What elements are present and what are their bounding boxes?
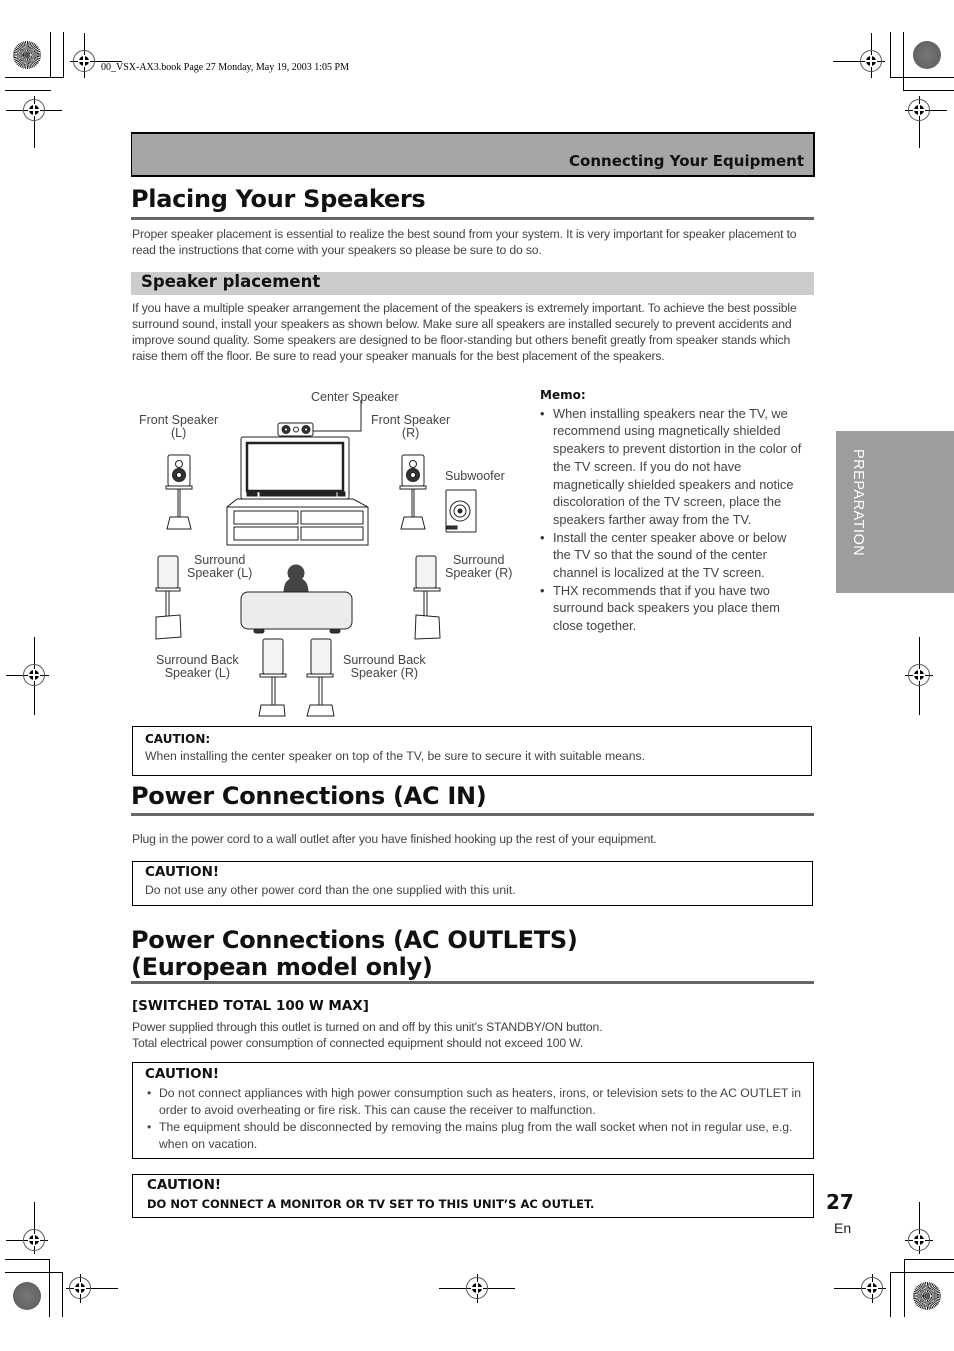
heading-placing-speakers: Placing Your Speakers — [131, 185, 426, 213]
section-header-title: Connecting Your Equipment — [569, 152, 804, 170]
label-center-speaker: Center Speaker — [311, 390, 399, 404]
label-surround-back-left: Surround Back Speaker (L) — [156, 653, 239, 680]
memo-box — [540, 387, 802, 635]
memo-item: • Install the center speaker above or below the TV so that the sound of the center channel is localized at the TV screen. — [540, 529, 802, 582]
subheading-speaker-placement: Speaker placement — [141, 272, 321, 291]
front-speaker-right-icon — [400, 455, 426, 529]
heading-rule — [131, 981, 814, 984]
heading-ac-outlets: Power Connections (AC OUTLETS) (European model only) — [131, 926, 578, 981]
subheading-band — [131, 272, 814, 295]
listener-icon — [284, 565, 308, 593]
ac-outlets-body: Power supplied through this outlet is turned on and off by this unit’s STANDBY/ON button. Total electrical power consumption of connected equipment should not exceed 100 W. — [132, 1020, 603, 1050]
caution-text: When installing the center speaker on top of the TV, be sure to secure it with suitable means. — [145, 749, 645, 763]
caution-item: • The equipment should be disconnected by removing the mains plug from the wall socket when not in regular use, e.g. when on vacation. — [145, 1119, 803, 1153]
caution-box-center-speaker — [132, 726, 812, 776]
heading-rule — [131, 217, 814, 220]
caution-title: CAUTION! — [147, 1177, 222, 1193]
caution-title: CAUTION! — [145, 1066, 220, 1082]
caution-box-appliances — [132, 1062, 814, 1159]
color-bar-disc-icon — [13, 41, 41, 69]
page-language: En — [834, 1220, 852, 1236]
memo-item: • THX recommends that if you have two surround back speakers you place them close together. — [540, 582, 802, 635]
sofa-icon — [241, 592, 352, 629]
heading-ac-in: Power Connections (AC IN) — [131, 782, 487, 810]
label-surround-right: Surround Speaker (R) — [445, 553, 513, 580]
section-header-band — [131, 132, 815, 177]
subwoofer-icon — [446, 490, 476, 532]
surround-back-speaker-left-icon — [259, 639, 286, 716]
caution-box-power-cord — [132, 861, 813, 906]
subheading-switched-total: [SWITCHED TOTAL 100 W MAX] — [132, 998, 369, 1014]
label-surround-back-right: Surround Back Speaker (R) — [343, 653, 426, 680]
page-number: 27 — [826, 1190, 854, 1214]
front-speaker-left-icon — [166, 455, 192, 529]
chapter-side-tab-label: PREPARATION — [850, 449, 866, 557]
caution-title: CAUTION! — [145, 864, 220, 880]
surround-speaker-left-icon — [156, 556, 181, 639]
caution-item: • Do not connect appliances with high power consumption such as heaters, irons, or television sets to the AC OUTLET in order to avoid overheating or fire risk. This can cause the receiver to malfunction. — [145, 1085, 803, 1119]
caution-text: DO NOT CONNECT A MONITOR OR TV SET TO THIS UNIT’S AC OUTLET. — [147, 1197, 595, 1211]
label-surround-left: Surround Speaker (L) — [187, 553, 253, 580]
label-front-right: Front Speaker (R) — [371, 413, 451, 440]
color-bar-disc-icon — [913, 1282, 941, 1310]
print-job-info: 00_VSX-AX3.book Page 27 Monday, May 19, 2003 1:05 PM — [101, 62, 349, 73]
caution-text: Do not use any other power cord than the one supplied with this unit. — [145, 883, 516, 897]
ac-in-body: Plug in the power cord to a wall outlet after you have finished hooking up the rest of your equipment. — [132, 832, 657, 846]
color-bar-disc-icon — [13, 1282, 41, 1310]
speaker-placement-body: If you have a multiple speaker arrangement the placement of the speakers is extremely important. To achieve the best possible surround sound, install your speakers as shown below. Make sure all speakers are installed securely to prevent accidents and improve sound quality. Some speakers are designed to be floor-standing but others benefit greatly from speaker stands which raise them off the floor. Be sure to read your speaker manuals for the best placement of the speakers. — [132, 301, 797, 363]
surround-back-speaker-right-icon — [307, 639, 334, 716]
color-bar-disc-icon — [913, 41, 941, 69]
label-subwoofer: Subwoofer — [445, 469, 505, 483]
caution-title: CAUTION: — [145, 732, 211, 746]
memo-item: • When installing speakers near the TV, we recommend using magnetically shielded speakers to prevent distortion in the color of the TV screen. If you do not have magnetically shielded speakers and notice discoloration of the TV screen, place the speakers farther away from the TV. — [540, 405, 802, 529]
memo-title: Memo: — [540, 388, 586, 402]
label-front-left: Front Speaker (L) — [139, 413, 219, 440]
placing-speakers-intro: Proper speaker placement is essential to realize the best sound from your system. It is very important for speaker placement to read the instructions that come with your speakers so please be sure to do so. — [132, 227, 797, 257]
heading-rule — [131, 813, 814, 816]
caution-box-monitor — [132, 1174, 814, 1218]
chapter-side-tab — [836, 431, 954, 593]
surround-speaker-right-icon — [414, 556, 440, 639]
